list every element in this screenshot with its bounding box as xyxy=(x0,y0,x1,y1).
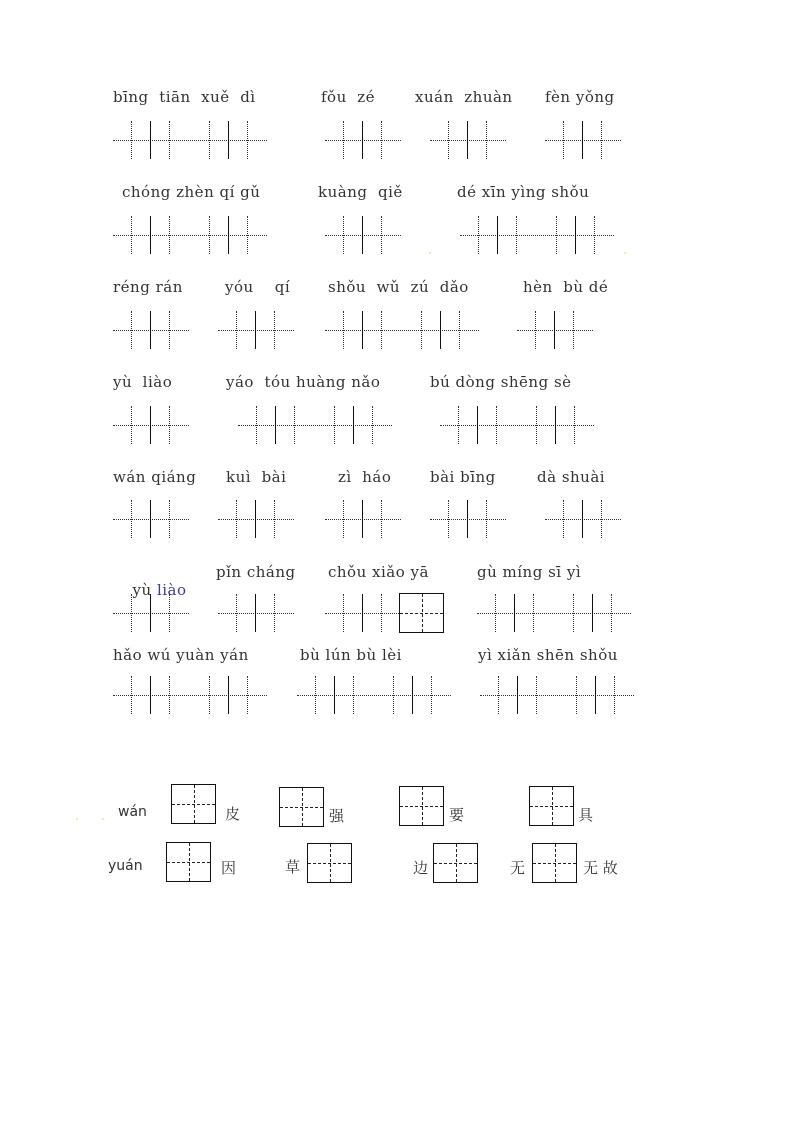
pinyin-item: zì háo xyxy=(338,468,392,486)
hint-char: 强 xyxy=(329,807,345,825)
writing-grid-2char[interactable] xyxy=(218,500,294,540)
writing-grid-2char[interactable] xyxy=(325,594,401,634)
writing-grid-2char[interactable] xyxy=(325,500,401,540)
pinyin-label-wan: wán xyxy=(118,804,147,820)
writing-grid-4char[interactable] xyxy=(113,216,267,256)
pinyin-item: bù lún bù lèi xyxy=(300,646,402,664)
pinyin-item: gù míng sī yì xyxy=(477,563,582,581)
writing-grid-2char[interactable] xyxy=(113,311,189,351)
hint-char: 要 xyxy=(449,806,465,824)
pinyin-item: dé xīn yìng shǒu xyxy=(457,183,590,201)
writing-grid-2char[interactable] xyxy=(545,121,621,161)
pinyin-item: dà shuài xyxy=(537,468,606,486)
pinyin-item: hèn bù dé xyxy=(523,278,609,296)
hint-char: 因 xyxy=(221,859,237,877)
speck xyxy=(76,818,78,820)
pinyin-item: chóng zhèn qí gǔ xyxy=(122,183,261,201)
character-box[interactable] xyxy=(399,786,444,826)
writing-grid-2char[interactable] xyxy=(325,216,401,256)
character-box[interactable] xyxy=(166,842,211,882)
writing-grid-4char[interactable] xyxy=(297,676,451,716)
hint-char: 皮 xyxy=(225,805,241,823)
writing-grid-2char[interactable] xyxy=(218,311,294,351)
writing-grid-2char[interactable] xyxy=(218,594,294,634)
writing-grid-4char[interactable] xyxy=(477,594,631,634)
pinyin-item: xuán zhuàn xyxy=(415,88,513,106)
writing-grid-2char[interactable] xyxy=(430,500,506,540)
character-box[interactable] xyxy=(307,843,352,883)
pinyin-item: fèn yǒng xyxy=(545,88,615,106)
writing-grid-4char[interactable] xyxy=(460,216,614,256)
pinyin-item: bài bīng xyxy=(430,468,496,486)
speck xyxy=(624,252,626,254)
pinyin-item: kuàng qiě xyxy=(318,183,403,201)
pinyin-item: yù liào xyxy=(113,373,173,391)
pinyin-item: yù liào xyxy=(132,581,187,599)
pinyin-item: bú dòng shēng sè xyxy=(430,373,572,391)
writing-grid-4char[interactable] xyxy=(113,121,267,161)
writing-grid-4char[interactable] xyxy=(440,406,594,446)
hint-char: 无 故 xyxy=(583,859,618,877)
pinyin-item: hǎo wú yuàn yán xyxy=(113,646,249,664)
character-box[interactable] xyxy=(279,787,324,827)
hint-char: 无 xyxy=(510,859,526,877)
character-box[interactable] xyxy=(399,593,444,633)
pinyin-item: fǒu zé xyxy=(321,88,376,106)
writing-grid-2char[interactable] xyxy=(517,311,593,351)
pinyin-item: pǐn cháng xyxy=(216,563,296,581)
pinyin-item: bīng tiān xuě dì xyxy=(113,88,256,106)
writing-grid-2char[interactable] xyxy=(113,500,189,540)
pinyin-item: kuì bài xyxy=(226,468,287,486)
pinyin-item: yì xiǎn shēn shǒu xyxy=(478,646,618,664)
character-box[interactable] xyxy=(529,786,574,826)
character-box[interactable] xyxy=(433,843,478,883)
writing-grid-2char[interactable] xyxy=(325,121,401,161)
writing-grid-2char[interactable] xyxy=(430,121,506,161)
writing-grid-2char[interactable] xyxy=(113,594,189,634)
writing-grid-4char[interactable] xyxy=(238,406,392,446)
hint-char: 边 xyxy=(413,859,429,877)
hint-char: 具 xyxy=(578,806,594,824)
pinyin-item: réng rán xyxy=(113,278,183,296)
character-box[interactable] xyxy=(532,843,577,883)
speck xyxy=(102,818,104,820)
writing-grid-4char[interactable] xyxy=(325,311,479,351)
character-box[interactable] xyxy=(171,784,216,824)
pinyin-item: chǒu xiǎo yā xyxy=(328,563,429,581)
pinyin-label-yuan: yuán xyxy=(108,858,143,874)
hint-char: 草 xyxy=(285,858,301,876)
pinyin-item: yáo tóu huàng nǎo xyxy=(226,373,381,391)
speck xyxy=(429,252,431,254)
writing-grid-2char[interactable] xyxy=(113,406,189,446)
pinyin-item: shǒu wǔ zú dǎo xyxy=(328,278,469,296)
pinyin-item: wán qiáng xyxy=(113,468,197,486)
writing-grid-4char[interactable] xyxy=(480,676,634,716)
writing-grid-2char[interactable] xyxy=(545,500,621,540)
pinyin-item: yóu qí xyxy=(225,278,291,296)
writing-grid-4char[interactable] xyxy=(113,676,267,716)
